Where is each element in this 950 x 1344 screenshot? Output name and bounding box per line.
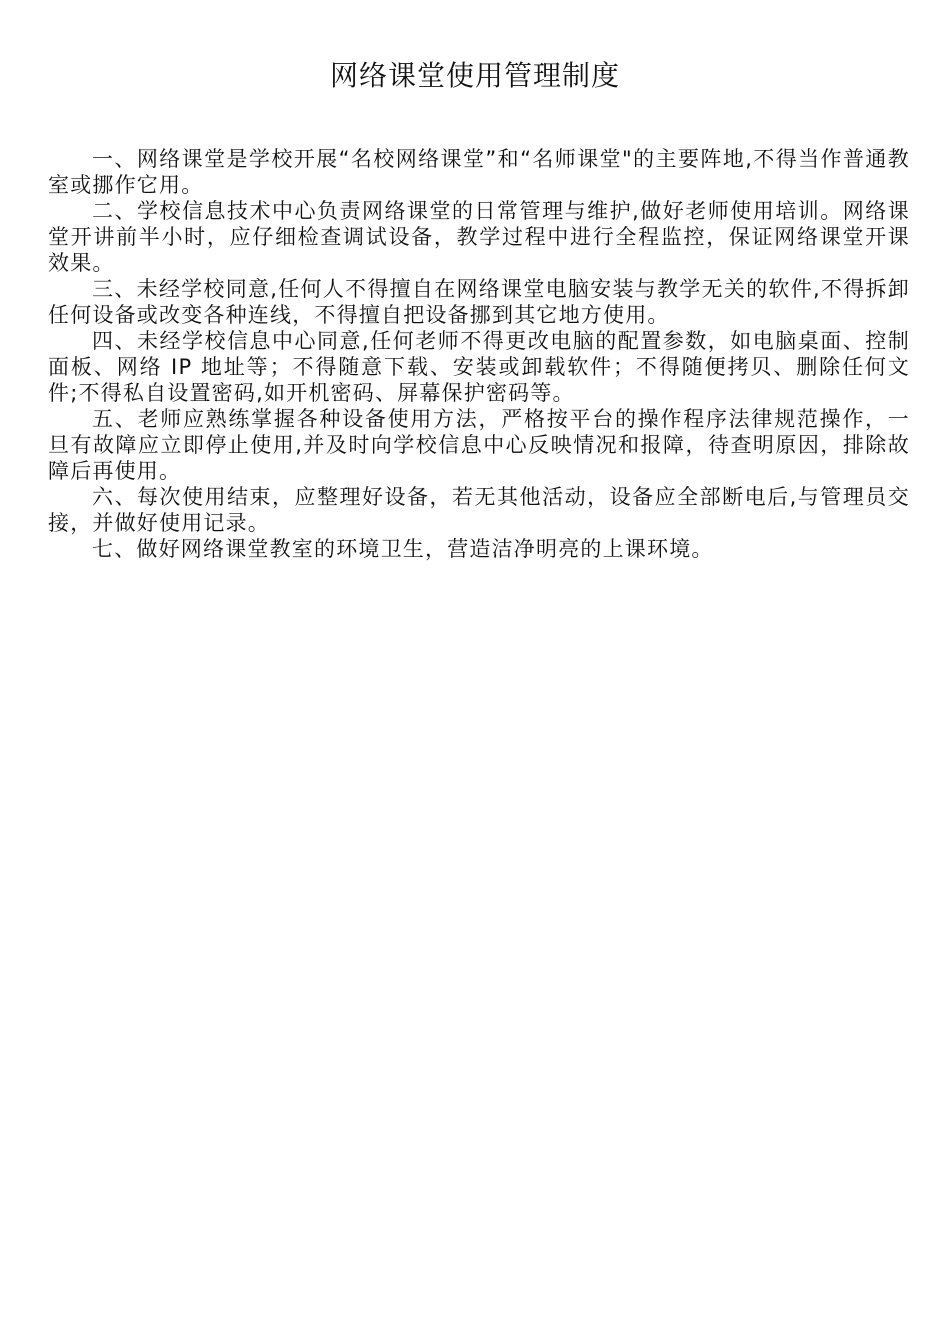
- paragraph-2: 二、学校信息技术中心负责网络课堂的日常管理与维护,做好老师使用培训。网络课堂开讲前半小时，应仔细检查调试设备，教学过程中进行全程监控，保证网络课堂开课效果。: [48, 199, 910, 275]
- paragraph-7: 七、做好网络课堂教室的环境卫生，营造洁净明亮的上课环境。: [92, 537, 714, 561]
- paragraph-6: 六、每次使用结束，应整理好设备，若无其他活动，设备应全部断电后,与管理员交接，并做好使用记录。: [48, 485, 910, 535]
- paragraph-1: 一、网络课堂是学校开展“名校网络课堂”和“名师课堂"的主要阵地,不得当作普通教室或挪作它用。: [48, 147, 910, 197]
- paragraph-3: 三、未经学校同意,任何人不得擅自在网络课堂电脑安装与教学无关的软件,不得拆卸任何设备或改变各种连线，不得擅自把设备挪到其它地方使用。: [48, 277, 910, 327]
- paragraph-5: 五、老师应熟练掌握各种设备使用方法，严格按平台的操作程序法律规范操作，一旦有故障应立即停止使用,并及时向学校信息中心反映情况和报障，待查明原因，排除故障后再使用。: [48, 407, 910, 483]
- paragraph-4: 四、未经学校信息中心同意,任何老师不得更改电脑的配置参数，如电脑桌面、控制面板、网络 IP 地址等；不得随意下载、安装或卸载软件；不得随便拷贝、删除任何文件;不得私自设置密码,如开机密码、屏幕保护密码等。: [48, 329, 910, 405]
- document-body: [48, 146, 910, 562]
- document-title: 网络课堂使用管理制度: [329, 59, 620, 92]
